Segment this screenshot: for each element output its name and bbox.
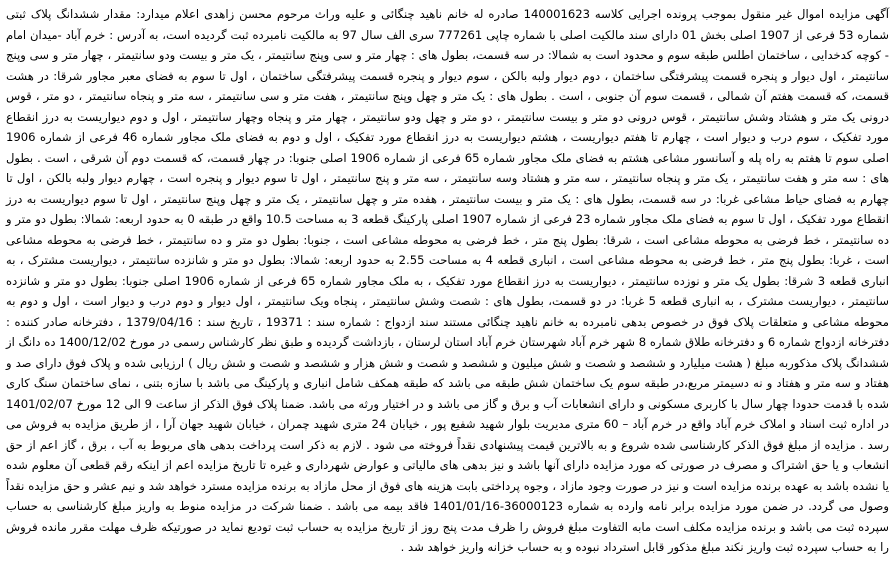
auction-notice-text: آگهی مزایده اموال غیر منقول بموجب پرونده اجرایی کلاسه 140001623 صادره له خانم ناهید چنگائی و علیه وراث مرحوم محسن زاهدی اعلام میدارد: مقدار ششدانگ پلاک ثبتی شماره 53 فرعی از 1907 اصلی بخش 01 دارای سند مالکیت اصلی با شماره چاپی 777261 سری الف سال 97 به مالکیت نامبرده ثبت گردیده است، به آدرس : خرم آباد -میدان امام - کوچه کدخدایی ، ساختمان اطلس طبقه سوم و محدود است به شمالا: در سه قسمت، بطول های : چهار متر و سی وپنج سانتیمتر ، یک متر و بیست ودو سانتیمتر ، چهار متر و سی وپنج سانتیمتر ، اول دیوار و پنجره قسمت پیشرفتگی ساختمان ، دوم دیوار ولبه بالکن ، سوم دیوار و پنجره قسمت پیشرفتگی ساختمان ، اول تا سوم به فضای معبر مجاور شرقا: در هشت قسمت، که قسمت هفتم آن شمالی ، قسمت سوم آن جنوبی ، است . بطول های : یک متر و چهل وپنج سانتیمتر ، هفت متر و سی سانتیمتر ، سه متر و پنجاه سانتیمتر ، دو متر ، قوس درونی یک متر و هشتاد وشش سانتیمتر ، قوس درونی دو متر و بیست سانتیمتر ، دو متر و چهل ودو سانتیمتر ، چهار متر و پنجاه وچهار سانتیمتر ، اول و دوم دیواریست به درز انقطاع مورد تفکیک ، سوم درب و دیوار است ، چهارم تا هفتم دیواریست ، هشتم دیواریست به درز انقطاع مورد تفکیک ، اول و دوم به فضای ملک مجاور شماره 46 فرعی از شماره 1906 اصلی سوم تا هفتم به راه پله و آسانسور مشاعی هشتم به فضای ملک مجاور شماره 65 فرعی از شماره 1906 اصلی جنوبا: در چهار قسمت، که قسمت دوم آن شرقی ، است . بطول های : سه متر و هفت سانتیمتر ، یک متر و پنجاه سانتیمتر ، سه متر و هشتاد وسه سانتیمتر ، سه متر و پنج سانتیمتر ، اول تا سوم دیوار و پنجره است ، چهارم دیوار ولبه بالکن ، اول تا چهارم به فضای حیاط مشاعی غربا: در سه قسمت، بطول های : یک متر و بیست سانتیمتر ، هفده متر و چهل سانتیمتر ، یک متر و چهل وپنج سانتیمتر ، اول تا سوم دیواریست به درز انقطاع مورد تفکیک ، اول تا سوم به فضای ملک مجاور شماره 23 فرعی از شماره 1907 اصلی پارکینگ قطعه 3 به مساحت 10.5 واقع در طبقه 0 به حدود اربعه: شمالا: بطول دو متر و ده سانتیمتر ، خط فرضی به محوطه مشاعی است ، شرقا: بطول پنج متر ، خط فرضی به محوطه مشاعی است ، جنوبا: بطول دو متر و ده سانتیمتر ، خط فرضی به محوطه مشاعی است ، غربا: بطول پنج متر ، خط فرضی به محوطه مشاعی است ، انباری قطعه 4 به مساحت 2.55 به حدود اربعه: شمالا: بطول دو متر و شانزده سانتیمتر ، دیواریست مشترک ، به انباری قطعه 3 شرقا: بطول یک متر و نوزده سانتیمتر ، دیواریست به درز انقطاع مورد تفکیک ، به ملک مجاور شماره 65 فرعی از شماره 1906 اصلی جنوبا: بطول دو متر و شانزده سانتیمتر ، دیواریست مشترک ، به انباری قطعه 5 غربا: در دو قسمت، بطول های : شصت وشش سانتیمتر ، پنجاه ویک سانتیمتر ، اول دیوار و دوم درب و دیوار است ، اول و دوم به محوطه مشاعی و متعلقات پلاک فوق در خصوص بدهی نامبرده به خانم ناهید چنگائی مستند سند ازدواج : شماره سند : 19371 ، تاریخ سند : 1379/04/16 ، دفترخانه صادر کننده : دفترخانه ازدواج شماره 6 و دفترخانه طلاق شماره 8 شهر خرم آباد شهرستان خرم آباد استان لرستان ، بازداشت گردیده و طبق نظر کارشناس رسمی در مورخ 1400/12/02 ده دانگ از ششدانگ پلاک مذکوربه مبلغ ( هشت میلیارد و ششصد و شصت و شش میلیون و ششصد و شصت و شش هزار و ششصد و شصت و شش ریال ) ارزیابی شده و پلاک فوق دارای صد و هفتاد و سه متر و هفتاد و نه دسیمتر مربع،در طبقه سوم یک ساختمان شش طبقه می باشد که طبقه همکف شامل انباری و پارکینگ می باشد با سازه بتنی ، نمای ساختمان سنگ کاری شده با قدمت حدودا چهار سال با کاربری مسکونی و دارای انشعابات آب و برق و گاز می باشد و در اختیار ورثه می باشد. ضمنا پلاک فوق الذکر از ساعت 9 الی 12 مورخ 1401/02/07 در اداره ثبت اسناد و املاک خرم آباد واقع در خرم آباد – 60 متری مدیریت بلوار شهید شفیع پور ، خیابان 24 متری شهید چمران ، خیابان شهید جهان آرا ، از طریق مزایده به فروش می رسد . مزایده از مبلغ فوق الذکر کارشناسی شده شروع و به بالاترین قیمت پیشنهادی نقداً فروخته می شود . لازم به ذکر است پرداخت بدهی های مربوط به آب ، برق ، گاز اعم از حق انشعاب و یا حق اشتراک و مصرف در صورتی که مورد مزایده دارای آنها باشد و نیز بدهی های مالیاتی و عوارض شهرداری و غیره تا تاریخ مزایده اعم از اینکه رقم قطعی آن معلوم شده یا نشده باشد به عهده برنده مزایده است و نیز در صورت وجود مازاد ، وجوه پرداختی بابت هزینه های فوق از محل مازاد به برنده مزایده مسترد خواهد شد و نیم عشر و حق مزایده نقداً وصول می گردد. در ضمن مورد مزایده برابر نامه وارده به شماره 36000123-1401/01/16 فاقد بیمه می باشد . ضمنا شرکت در مزایده منوط به واریز مبلغ کارشناسی به حساب سپرده ثبت می باشد و برنده مزایده مکلف است مابه التفاوت مبلغ فروش را ظرف مدت پنج روز از تاریخ مزایده به حساب ثبت تودیع نماید در صورتیکه ظرف مهلت مقرر مانده فروش را به حساب سپرده ثبت واریز نکند مبلغ مذکور قابل استرداد نبوده و به حساب خزانه واریز خواهد شد . [6,7,890,554]
